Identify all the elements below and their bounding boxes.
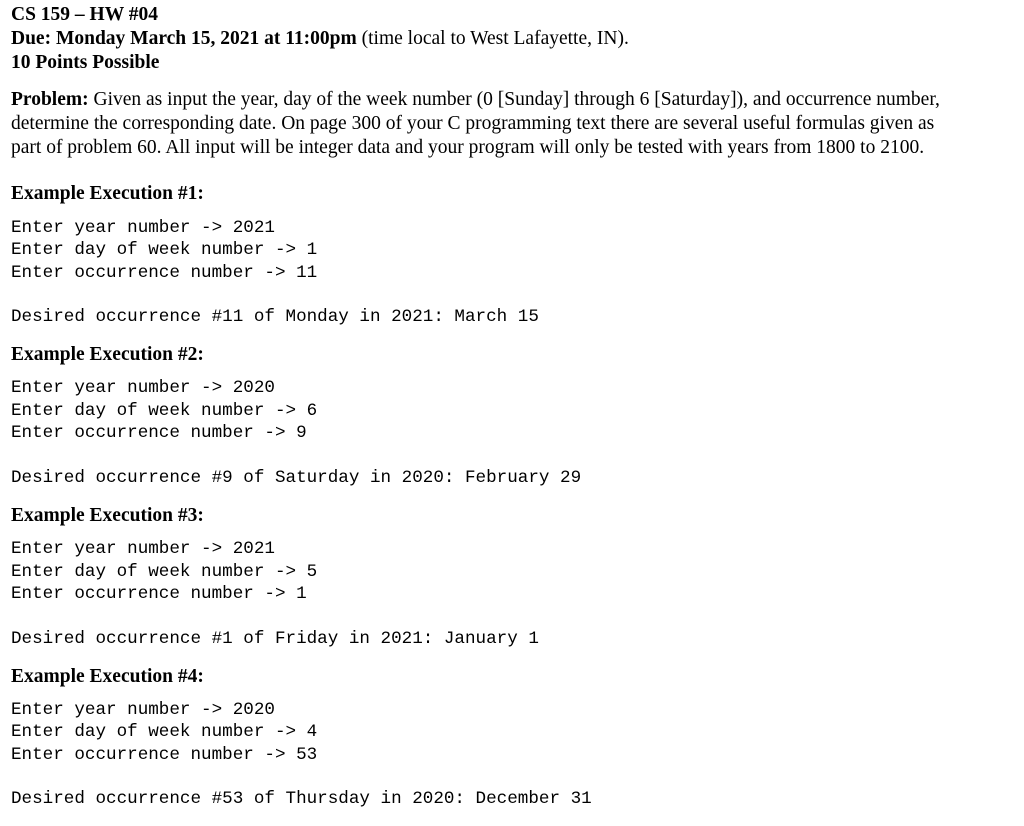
due-line [11, 29, 629, 49]
console-input-line: Enter day of week number -> 6 [11, 401, 318, 421]
points-possible: 10 Points Possible [11, 52, 160, 73]
console-input-line: Enter day of week number -> 5 [11, 562, 318, 582]
console-result-line: Desired occurrence #53 of Thursday in 2020: December 31 [11, 789, 592, 809]
console-input-line: Enter year number -> 2020 [11, 378, 275, 398]
due-date: Monday March 15, 2021 at 11:00pm [55, 28, 357, 49]
console-input-line: Enter occurrence number -> 11 [11, 263, 318, 283]
example-heading: Example Execution #4: [11, 666, 204, 687]
console-input-line: Enter year number -> 2020 [11, 700, 275, 720]
due-label: Due: [11, 28, 52, 49]
problem-line-1: Problem: Given as input the year, day of the week number (0 [Sunday] through 6 [Saturday]), and occurrence number, [11, 89, 940, 110]
problem-label: Problem: [11, 89, 89, 110]
console-input-line: Enter day of week number -> 4 [11, 722, 318, 742]
console-input-line: Enter year number -> 2021 [11, 218, 275, 238]
console-result-line: Desired occurrence #11 of Monday in 2021: March 15 [11, 307, 539, 327]
example-heading: Example Execution #2: [11, 344, 204, 365]
console-result-line: Desired occurrence #9 of Saturday in 2020: February 29 [11, 468, 582, 488]
console-result-line: Desired occurrence #1 of Friday in 2021: January 1 [11, 629, 539, 649]
example-heading: Example Execution #3: [11, 505, 204, 526]
problem-line-3: part of problem 60. All input will be integer data and your program will only be tested with years from 1800 to 2100. [11, 137, 925, 158]
console-input-line: Enter day of week number -> 1 [11, 240, 318, 260]
console-input-line: Enter occurrence number -> 53 [11, 745, 318, 765]
console-input-line: Enter occurrence number -> 9 [11, 423, 307, 443]
console-input-line: Enter occurrence number -> 1 [11, 584, 307, 604]
example-heading: Example Execution #1: [11, 183, 204, 204]
console-input-line: Enter year number -> 2021 [11, 539, 275, 559]
course-title: CS 159 – HW #04 [11, 4, 158, 25]
problem-line-2: determine the corresponding date. On page 300 of your C programming text there are several useful formulas given as [11, 113, 935, 134]
due-note: (time local to West Lafayette, IN). [361, 28, 629, 49]
